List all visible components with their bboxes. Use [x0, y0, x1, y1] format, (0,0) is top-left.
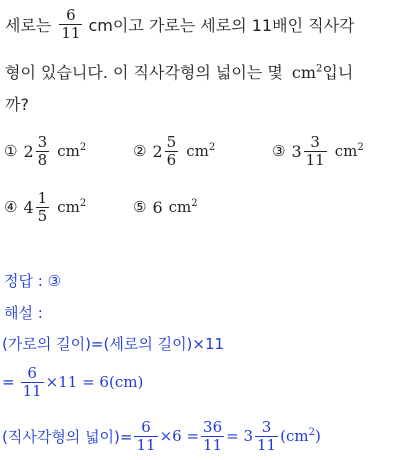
- question-line-2: [5, 60, 353, 83]
- whole-number: 2: [152, 141, 163, 161]
- option-mark: ②: [133, 142, 147, 160]
- numerator: 6: [66, 5, 76, 24]
- answer-label: 정답 :: [4, 272, 48, 290]
- unit: $cm^2$: [186, 142, 216, 160]
- unit: $cm^2$: [291, 63, 323, 82]
- explanation-eq1: (가로의 길이)=(세로의 길이)×11: [2, 335, 225, 353]
- fraction: $\frac{3}{8}$: [37, 132, 48, 169]
- fraction: $\frac{5}{6}$: [166, 132, 177, 169]
- whole-number: 6: [152, 197, 163, 217]
- question-text: 세로는: [5, 15, 52, 35]
- fraction: $\frac{6}{11}$: [22, 363, 42, 400]
- fraction: $\frac{3}{11}$: [305, 132, 325, 169]
- whole-number: 4: [23, 197, 34, 217]
- option-mark: ①: [4, 142, 18, 160]
- option-mark: ⑤: [133, 198, 147, 216]
- question-text: 까?: [5, 95, 29, 114]
- option-4[interactable]: [4, 186, 86, 228]
- whole-number: 3: [291, 141, 302, 161]
- explanation-label: 해설 :: [4, 304, 43, 322]
- denominator: 11: [61, 23, 81, 42]
- option-2[interactable]: [133, 130, 215, 172]
- question-line-3: [5, 92, 29, 115]
- unit: $cm^2$: [168, 198, 198, 216]
- option-5[interactable]: [133, 186, 198, 228]
- fraction: $\frac{3}{11}$: [257, 417, 277, 454]
- option-mark: ③: [272, 142, 286, 160]
- fraction: $\frac{1}{5}$: [37, 188, 48, 225]
- answer-line: [4, 270, 61, 291]
- unit: $cm^2$: [334, 142, 364, 160]
- option-1[interactable]: [4, 130, 86, 172]
- fraction: $\frac{6}{11}$: [136, 417, 156, 454]
- whole-number: 2: [23, 141, 34, 161]
- question-text: 입니: [322, 63, 354, 82]
- unit: $(cm^2)$: [280, 427, 321, 445]
- unit: $cm^2$: [57, 198, 87, 216]
- option-mark: ④: [4, 198, 18, 216]
- unit: $cm^2$: [57, 142, 87, 160]
- question-text: 형이 있습니다. 이 직사각형의 넓이는 몇: [5, 63, 283, 82]
- question-line-1: [5, 0, 354, 48]
- question-text: cm이고 가로는 세로의 11배인 직사각: [88, 15, 355, 35]
- explanation-eq2: = $\frac{6}{11}$ ×11 = 6(cm): [2, 363, 144, 400]
- explanation-eq3: (직사각형의 넓이)= $\frac{6}{11}$ ×6 = $\frac{36}{11}$ = 3 $\frac{3}{11}$ $(cm^2)$: [2, 417, 321, 454]
- answer-value: ③: [47, 272, 62, 290]
- option-3[interactable]: [272, 130, 364, 172]
- fraction: $\frac{36}{11}$: [203, 417, 223, 454]
- fraction: [59, 7, 82, 42]
